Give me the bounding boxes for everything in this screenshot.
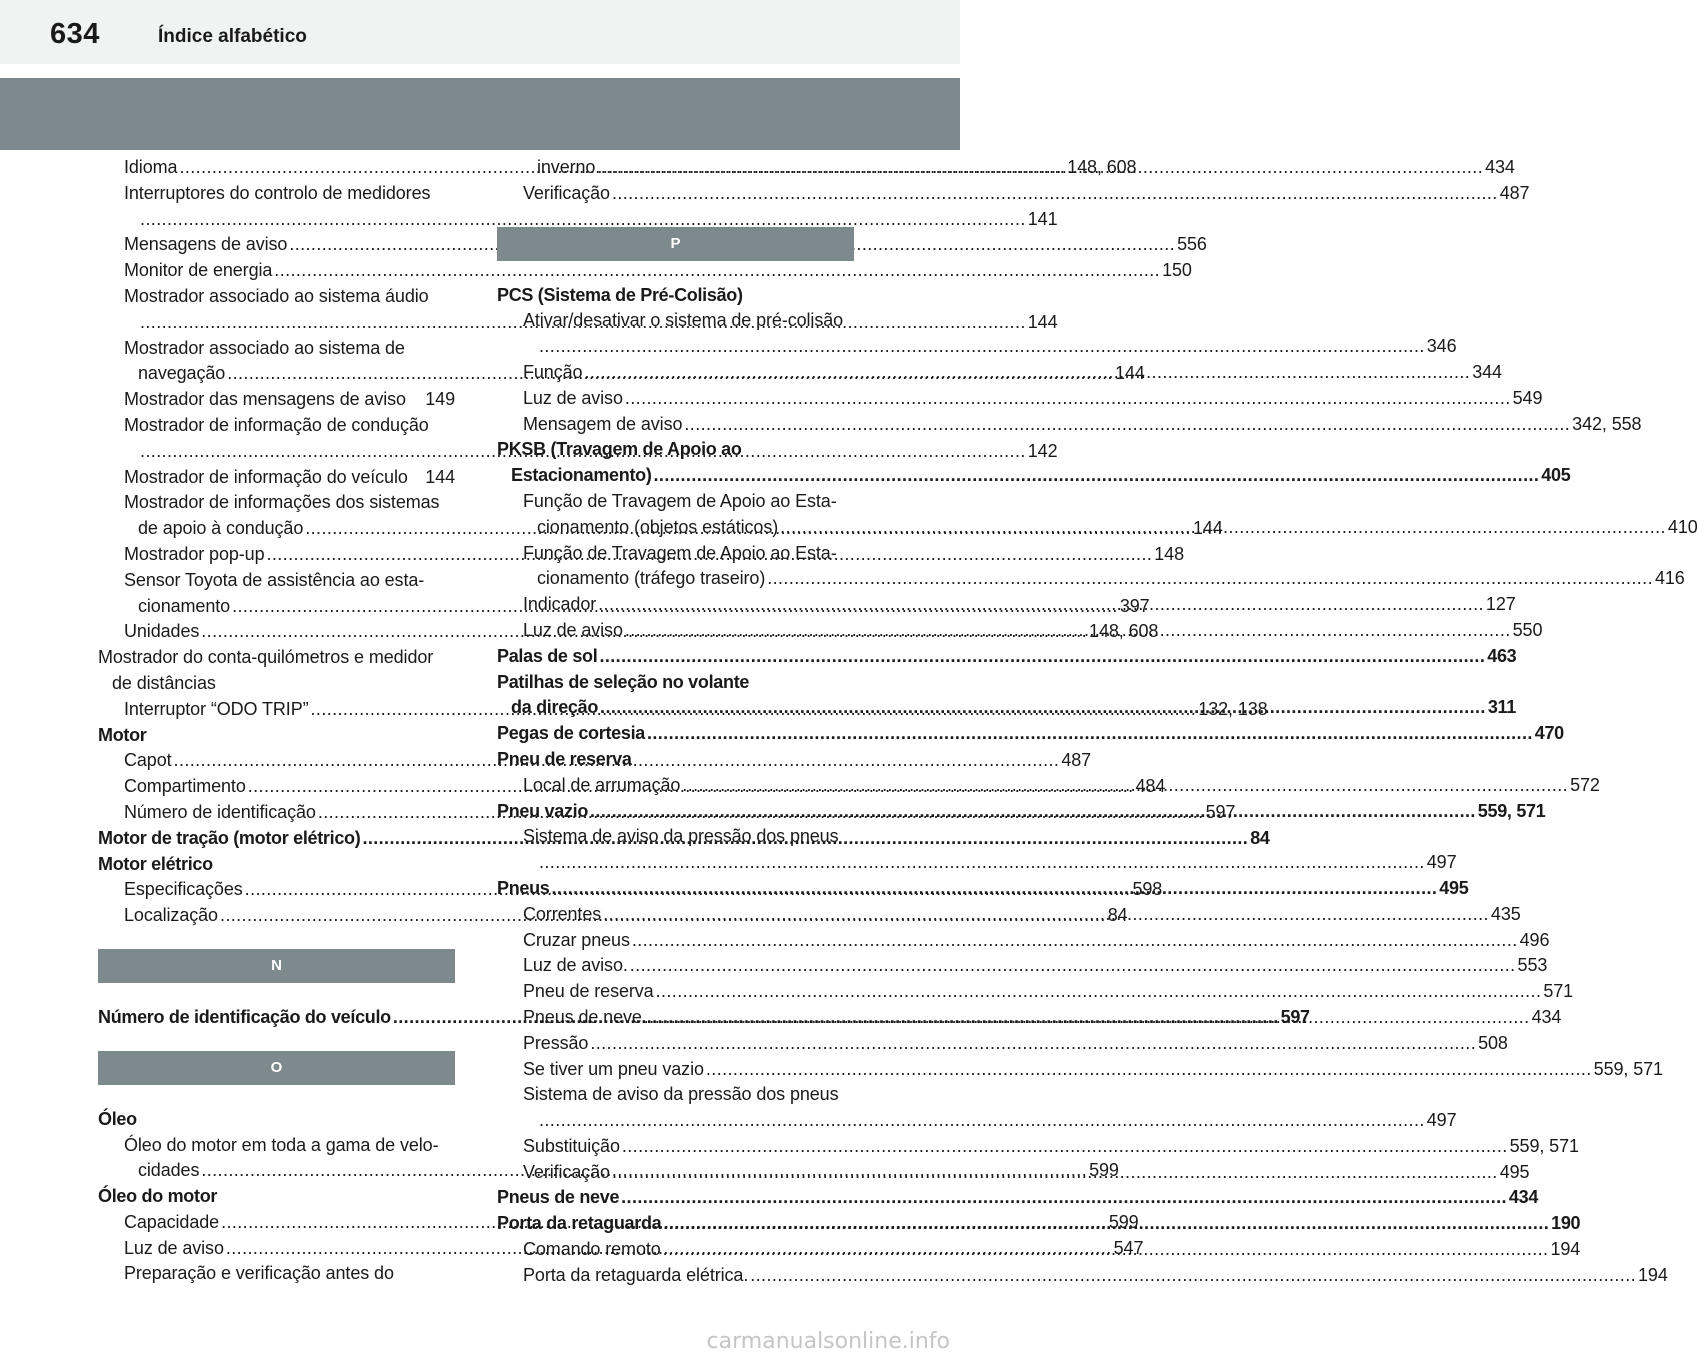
- dot-leader: [612, 181, 1498, 207]
- dot-leader: [644, 1005, 1530, 1031]
- entry-label: Indicador: [523, 594, 597, 615]
- page-reference: 495: [1499, 1161, 1530, 1182]
- entry-label: Verificação: [523, 1161, 610, 1182]
- entry-label: Preparação e verificação antes do: [124, 1263, 394, 1284]
- dot-leader: [584, 360, 1470, 386]
- index-subentry: [98, 232, 1207, 258]
- entry-label: Pneu de reserva: [523, 981, 654, 1002]
- entry-label: Sistema de aviso da pressão dos pneus: [523, 1084, 839, 1105]
- dot-leader: [539, 852, 1425, 872]
- watermark: carmanualsonline.info: [706, 1329, 950, 1354]
- entry-label: Pneu de reserva: [497, 748, 632, 769]
- header-band: [0, 78, 960, 150]
- dot-leader: [656, 979, 1542, 1005]
- entry-label: Pegas de cortesia: [497, 723, 645, 744]
- page-reference: 597: [1280, 1006, 1310, 1027]
- entry-label: Especificações: [124, 879, 243, 900]
- entry-label: Interruptores do controlo de medidores: [124, 182, 431, 203]
- index-subentry: [497, 928, 1550, 954]
- index-subentry: [497, 1263, 1668, 1289]
- dot-leader: [682, 773, 1568, 799]
- page-reference: 556: [1177, 234, 1207, 255]
- entry-label-continued: Estacionamento): [511, 465, 652, 486]
- page-reference: 144: [1193, 518, 1223, 539]
- page-reference: 127: [1485, 594, 1516, 615]
- entry-label: Função de Travagem de Apoio ao Esta-: [523, 542, 837, 563]
- index-entry: [98, 645, 455, 697]
- entry-label: Luz de aviso: [124, 1237, 224, 1258]
- entry-label: Mostrador de informações dos sistemas: [124, 492, 440, 513]
- entry-label: Palas de sol: [497, 645, 598, 666]
- page-reference: 149: [425, 389, 455, 410]
- entry-label: Motor: [98, 724, 147, 745]
- page-reference: 553: [1517, 955, 1548, 976]
- page-reference: 84: [1107, 905, 1128, 926]
- page-section-title: Índice alfabético: [158, 26, 307, 47]
- entry-label: Pneus: [497, 877, 550, 898]
- dot-leader: [552, 876, 1438, 902]
- dot-leader: [780, 517, 1666, 537]
- entry-label: Sensor Toyota de assistência ao esta-: [124, 569, 425, 590]
- index-entry: [98, 852, 455, 878]
- page-number: 634: [50, 18, 100, 50]
- page-reference: 150: [1162, 260, 1192, 281]
- entry-label: Porta da retaguarda: [497, 1213, 662, 1234]
- page-reference: 84: [1250, 827, 1270, 848]
- page-reference: 410: [1667, 516, 1698, 537]
- entry-label: PCS (Sistema de Pré-Colisão): [497, 284, 743, 305]
- entry-label: Pressão: [523, 1032, 589, 1053]
- page-reference: 397: [1119, 595, 1150, 616]
- dot-leader: [684, 412, 1570, 438]
- dot-leader: [663, 1237, 1549, 1263]
- index-subentry: [98, 1261, 455, 1287]
- entry-label: Mostrador do conta-quilómetros e medidor: [98, 647, 434, 668]
- dot-leader: [630, 953, 1516, 979]
- page-reference: 194: [1550, 1239, 1581, 1260]
- entry-label: Idioma: [124, 157, 178, 177]
- dot-leader: [663, 1211, 1549, 1237]
- section-letter-bar: O: [98, 1051, 455, 1085]
- dot-leader: [750, 1263, 1636, 1289]
- entry-label: Capot: [124, 750, 172, 771]
- page-reference: 597: [1205, 801, 1236, 822]
- page-reference: 194: [1638, 1264, 1668, 1285]
- entry-label-continued: navegação: [138, 363, 226, 384]
- page-reference: 405: [1541, 465, 1571, 486]
- entry-label: Mensagem de aviso: [523, 413, 683, 434]
- page-reference: 148, 608: [1089, 621, 1159, 642]
- page-reference: 148: [1154, 543, 1184, 564]
- entry-label: Mostrador de informação de condução: [124, 414, 429, 435]
- entry-label: Função: [523, 361, 583, 382]
- entry-label: Verificação: [523, 182, 610, 203]
- entry-label: Substituição: [523, 1135, 620, 1156]
- page-reference: 497: [1426, 852, 1457, 873]
- entry-label: Número de identificação: [124, 801, 316, 822]
- dot-leader: [599, 644, 1485, 670]
- entry-label-continued: cionamento (objetos estáticos): [537, 516, 779, 537]
- index-subentry: [497, 1134, 1579, 1160]
- page-reference: 598: [1132, 879, 1163, 900]
- page-reference: 435: [1490, 903, 1521, 924]
- index-subentry: [497, 181, 1530, 207]
- index-subentry: [497, 412, 1642, 438]
- index-subentry: [98, 258, 1192, 284]
- entry-label: Mostrador associado ao sistema áudio: [124, 285, 429, 306]
- section-letter-bar: N: [98, 949, 455, 983]
- index-subentry: [497, 386, 1543, 412]
- index-subentry: [497, 1057, 1663, 1083]
- entry-label: Porta da retaguarda elétrica.: [523, 1264, 749, 1285]
- dot-leader: [600, 697, 1486, 717]
- entry-label: Compartimento: [124, 776, 246, 797]
- dot-leader: [621, 1185, 1507, 1211]
- page-reference: 495: [1439, 877, 1469, 898]
- entry-label: Se tiver um pneu vazio: [523, 1058, 704, 1079]
- page-reference: 141: [1027, 208, 1058, 229]
- dot-leader: [625, 618, 1511, 644]
- entry-label: Interruptor “ODO TRIP”: [124, 698, 309, 719]
- page-reference: 599: [1108, 1211, 1139, 1232]
- dot-leader: [632, 928, 1518, 954]
- entry-label: Pneu vazio: [497, 800, 589, 821]
- section-letter-bar: P: [497, 227, 854, 261]
- dot-leader: [767, 568, 1653, 588]
- page-reference: 144: [425, 466, 455, 487]
- entry-label: Óleo do motor: [98, 1186, 218, 1207]
- entry-label: Comando remoto: [523, 1239, 661, 1260]
- index-entry: [98, 723, 455, 749]
- page-reference: 463: [1487, 645, 1517, 666]
- page-header: [0, 0, 960, 64]
- entry-label: PKSB (Travagem de Apoio ao: [497, 439, 742, 460]
- index-subentry: [98, 465, 455, 491]
- entry-label-continued: cionamento (tráfego traseiro): [537, 568, 766, 589]
- entry-label: Pneus de neve: [523, 1006, 642, 1027]
- entry-label: Óleo do motor em toda a gama de velo-: [124, 1134, 439, 1155]
- page-reference: 132, 138: [1198, 698, 1268, 719]
- entry-label: Mostrador das mensagens de aviso: [124, 389, 406, 410]
- entry-label: Luz de aviso.: [523, 955, 628, 976]
- page-reference: 559, 571: [1477, 800, 1546, 821]
- page-reference: 559, 571: [1509, 1135, 1579, 1156]
- page-reference: 571: [1543, 981, 1574, 1002]
- index-entry: [497, 283, 854, 309]
- entry-label: Motor elétrico: [98, 853, 213, 874]
- page-reference: 144: [1114, 363, 1145, 384]
- dot-leader: [647, 721, 1533, 747]
- page-reference: 559, 571: [1593, 1058, 1663, 1079]
- dot-leader: [597, 157, 1483, 177]
- index-subentry: [98, 387, 455, 413]
- index-entry: [497, 721, 1564, 747]
- page-reference: 484: [1135, 776, 1166, 797]
- page-reference: 550: [1512, 619, 1543, 640]
- entry-label-continued: da direção: [511, 697, 599, 718]
- index-entry: [98, 1107, 455, 1133]
- entry-label-continued: de apoio à condução: [138, 518, 304, 539]
- page-reference: 416: [1654, 568, 1685, 589]
- page-reference: 142: [1027, 440, 1058, 461]
- index-subentry: [497, 1031, 1508, 1057]
- page-reference: 487: [1061, 750, 1092, 771]
- entry-label-continued: inverno: [537, 157, 596, 177]
- page-reference: 547: [1113, 1237, 1144, 1258]
- index-entry: [497, 1185, 1539, 1211]
- entry-label: Monitor de energia: [124, 260, 273, 281]
- entry-label: Unidades: [124, 621, 200, 642]
- page-reference: 572: [1570, 774, 1600, 795]
- page-reference: 508: [1478, 1032, 1508, 1053]
- dot-leader: [706, 1057, 1592, 1083]
- page-reference: 470: [1534, 723, 1564, 744]
- entry-label: Motor de tração (motor elétrico): [98, 827, 361, 848]
- page-reference: 599: [1089, 1160, 1119, 1181]
- page-reference: 342, 558: [1572, 413, 1642, 434]
- dot-leader: [603, 902, 1489, 928]
- page-reference: 190: [1551, 1213, 1581, 1234]
- entry-label: Cruzar pneus: [523, 929, 630, 950]
- entry-label: Mostrador associado ao sistema de: [124, 337, 405, 358]
- page-reference: 346: [1426, 336, 1457, 357]
- index-entry: [98, 1184, 455, 1210]
- entry-label-continued: cionamento: [138, 595, 231, 616]
- page-reference: 549: [1512, 387, 1543, 408]
- entry-label: Localização: [124, 905, 218, 926]
- entry-label-continued: de distâncias: [112, 672, 216, 693]
- index-subentry: [497, 1082, 1457, 1134]
- dot-leader: [539, 336, 1425, 356]
- dot-leader: [598, 592, 1484, 618]
- dot-leader: [622, 1134, 1508, 1160]
- dot-leader: [539, 1110, 1425, 1130]
- dot-leader: [590, 1031, 1476, 1057]
- entry-label: Óleo: [98, 1108, 137, 1129]
- page-reference: 434: [1485, 157, 1515, 177]
- entry-label: Mostrador de informação do veículo: [124, 466, 408, 487]
- page-reference: 496: [1519, 929, 1550, 950]
- dot-leader: [590, 799, 1476, 825]
- index-subentry: [497, 979, 1574, 1005]
- entry-label: Luz de aviso: [523, 387, 623, 408]
- dot-leader: [654, 465, 1540, 485]
- entry-label: Mostrador pop-up: [124, 543, 265, 564]
- entry-label: Sistema de aviso da pressão dos pneus: [523, 826, 839, 847]
- entry-label: Correntes: [523, 903, 602, 924]
- page-reference: 311: [1487, 697, 1516, 718]
- page-reference: 344: [1472, 361, 1502, 382]
- entry-label: Pneus de neve: [497, 1187, 620, 1208]
- entry-label-continued: cidades: [138, 1160, 200, 1181]
- page-reference: 148, 608: [1067, 157, 1137, 177]
- index-subentry: [497, 953, 1548, 979]
- entry-label: Número de identificação do veículo: [98, 1006, 391, 1027]
- index-entry: [497, 747, 854, 773]
- entry-label: Função de Travagem de Apoio ao Esta-: [523, 490, 837, 511]
- entry-label: Capacidade: [124, 1211, 220, 1232]
- entry-label: Mensagens de aviso: [124, 234, 288, 255]
- entry-label: Patilhas de seleção no volante: [497, 671, 750, 692]
- entry-label: Luz de aviso: [523, 619, 623, 640]
- entry-label: Local de arrumação: [523, 774, 681, 795]
- entry-label: Ativar/desativar o sistema de pré-colisão: [523, 310, 844, 331]
- index-entry: [497, 644, 1517, 670]
- page-reference: 434: [1508, 1187, 1539, 1208]
- dot-leader: [625, 386, 1511, 412]
- dot-leader: [612, 1160, 1498, 1186]
- page-reference: 434: [1531, 1006, 1562, 1027]
- page-reference: 144: [1027, 311, 1058, 332]
- page-reference: 497: [1426, 1110, 1457, 1131]
- page-reference: 487: [1499, 182, 1530, 203]
